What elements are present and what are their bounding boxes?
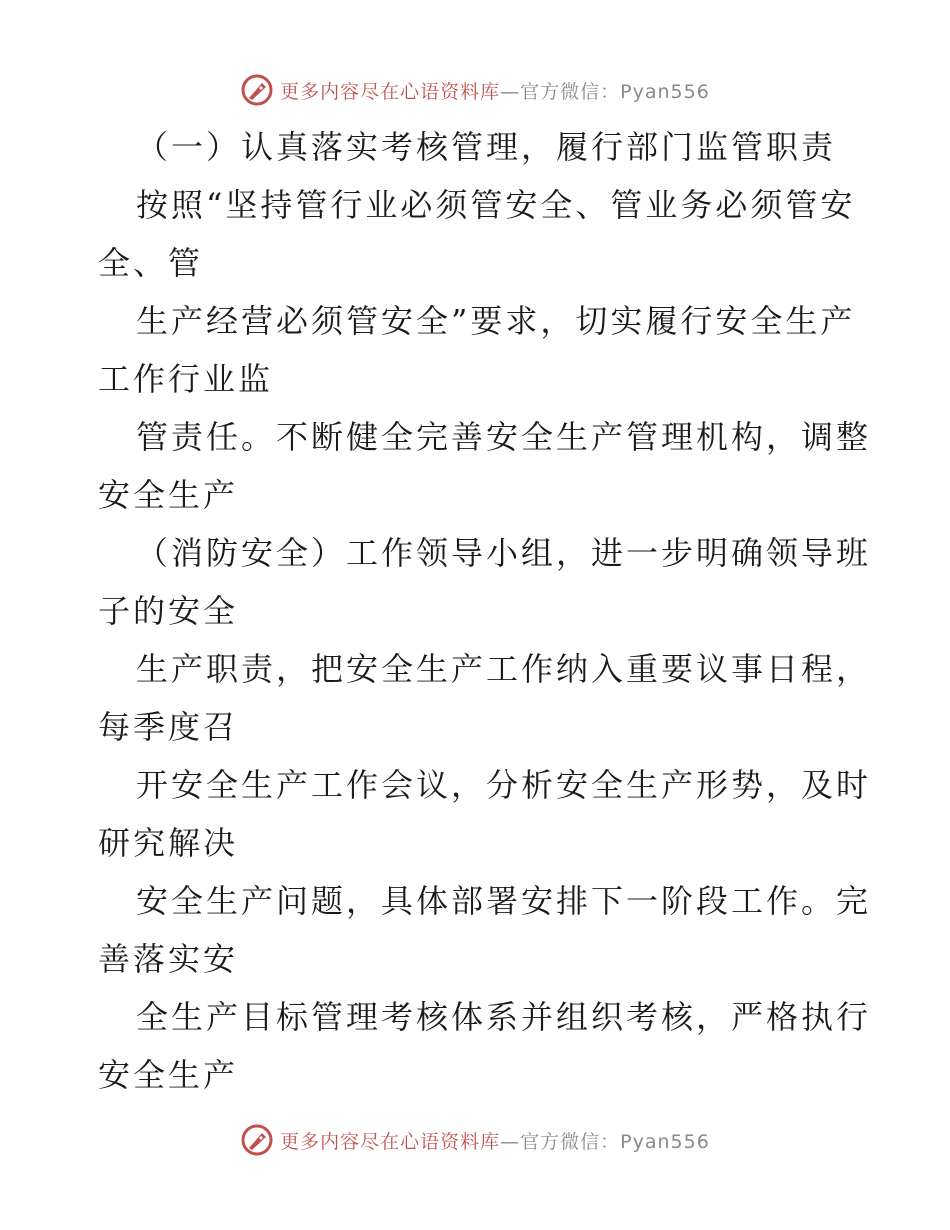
watermark-contact: —官方微信：Pyan556	[500, 80, 710, 103]
paragraph-line: 生产职责，把安全生产工作纳入重要议事日程，	[136, 650, 872, 688]
paragraph-line: 善落实安	[98, 940, 239, 978]
paragraph-line: 管责任。不断健全完善安全生产管理机构，调整	[136, 418, 872, 456]
paragraph-line: （消防安全）工作领导小组，进一步明确领导班	[136, 534, 872, 572]
paragraph-line: 安全生产问题，具体部署安排下一阶段工作。完	[136, 882, 872, 920]
watermark-contact: —官方微信：Pyan556	[500, 1130, 710, 1153]
watermark-text	[280, 77, 710, 104]
paragraph-line: 每季度召	[98, 708, 239, 746]
watermark-text	[280, 1127, 710, 1154]
paragraph-line: 生产经营必须管安全”要求，切实履行安全生产	[136, 302, 856, 340]
paragraph-line: 研究解决	[98, 824, 239, 862]
paragraph-line: 全、管	[98, 244, 204, 282]
paragraph-line: 安全生产	[98, 476, 239, 514]
paragraph-line: 工作行业监	[98, 360, 274, 398]
section-heading: （一）认真落实考核管理，履行部门监管职责	[136, 128, 837, 166]
paragraph-line: 全生产目标管理考核体系并组织考核，严格执行	[136, 998, 872, 1036]
pen-nib-logo-icon	[240, 73, 274, 107]
paragraph-line: 按照“坚持管行业必须管安全、管业务必须管安	[136, 186, 856, 224]
paragraph-line: 开安全生产工作会议，分析安全生产形势，及时	[136, 766, 872, 804]
watermark-brand: 更多内容尽在心语资料库	[280, 80, 501, 103]
document-body	[98, 118, 872, 1104]
paragraph-line: 安全生产	[98, 1056, 239, 1094]
footer-watermark	[0, 1120, 950, 1160]
paragraph-line: 子的安全	[98, 592, 239, 630]
header-watermark	[0, 70, 950, 110]
watermark-brand: 更多内容尽在心语资料库	[280, 1130, 501, 1153]
pen-nib-logo-icon	[240, 1123, 274, 1157]
